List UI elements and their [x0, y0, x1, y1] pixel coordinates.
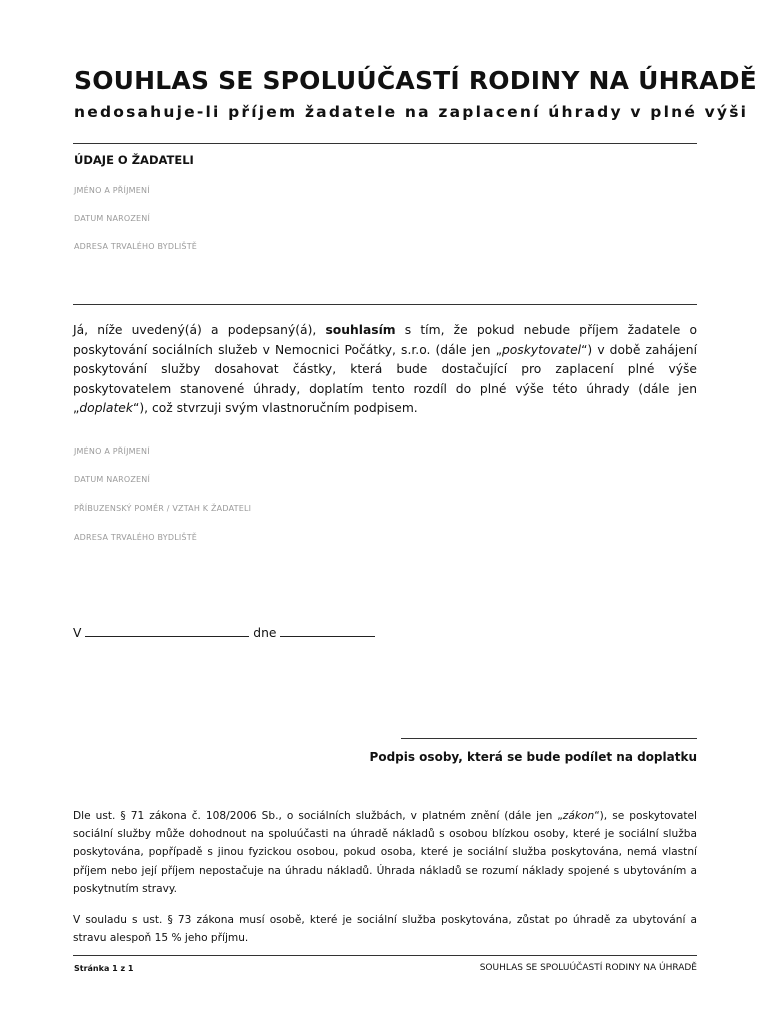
- relative-address-field[interactable]: ADRESA TRVALÉHO BYDLIŠTĚ: [74, 533, 198, 542]
- relative-birthdate-field[interactable]: DATUM NAROZENÍ: [74, 475, 151, 484]
- legal-text: Dle ust. § 71 zákona č. 108/2006 Sb., o sociálních službách, v platném znění (dále jen „: [73, 810, 563, 822]
- consent-bold-word: souhlasím: [325, 323, 396, 337]
- consent-text: s tím, že pokud nebude příjem žadatele o poskytování sociálních služeb v Nemocnici Počátky, s.r.o. (dále jen „: [73, 323, 697, 357]
- applicant-birthdate-field[interactable]: DATUM NAROZENÍ: [74, 214, 151, 223]
- signature-caption: Podpis osoby, která se bude podílet na doplatku: [369, 750, 697, 764]
- divider: [73, 143, 697, 144]
- consent-italic-term: doplatek: [79, 401, 133, 416]
- applicant-address-field[interactable]: ADRESA TRVALÉHO BYDLIŠTĚ: [74, 242, 198, 251]
- legal-italic-term: zákon: [562, 810, 595, 822]
- consent-text: “) v době zahájení poskytování služby dosahovat částky, která bude dostačující pro zaplacení plné výše poskytovatelem stanovené úhrady, doplatím tento rozdíl do plné výše této úhrady (dále jen „: [73, 342, 697, 416]
- applicant-name-field[interactable]: JMÉNO A PŘÍJMENÍ: [74, 186, 150, 195]
- legal-paragraph-2: V souladu s ust. § 73 zákona musí osobě, které je sociální služba poskytována, zůstat po úhradě za ubytování a stravu alespoň 15 % jeho příjmu.: [73, 914, 697, 945]
- date-prefix: dne: [253, 626, 277, 640]
- divider: [73, 304, 697, 305]
- consent-statement: [73, 321, 697, 419]
- place-date-line: [73, 624, 375, 640]
- consent-text: “), což stvrzuji svým vlastnoručním podpisem.: [132, 401, 418, 416]
- date-blank[interactable]: [280, 624, 375, 637]
- page-number: Stránka 1 z 1: [74, 964, 134, 973]
- applicant-section-heading: ÚDAJE O ŽADATELI: [74, 153, 194, 167]
- legal-paragraph-1: [73, 807, 697, 898]
- consent-text: Já, níže uvedený(á) a podepsaný(á),: [73, 323, 326, 337]
- place-prefix: V: [73, 626, 82, 640]
- relative-name-field[interactable]: JMÉNO A PŘÍJMENÍ: [74, 447, 150, 456]
- document-title: SOUHLAS SE SPOLUÚČASTÍ RODINY NA ÚHRADĚ: [74, 66, 757, 95]
- footer-divider: [73, 955, 697, 956]
- signature-line[interactable]: [401, 738, 697, 739]
- document-subtitle: nedosahuje-li příjem žadatele na zaplacení úhrady v plné výši: [74, 103, 749, 121]
- legal-text: “), se poskytovatel sociální služby může dohodnout na spoluúčasti na úhradě nákladů s osobou blízkou osoby, které je sociální služba poskytována, popřípadě s jinou fyzickou osobou, pokud osoba, které je sociální služba poskytována, nemá vlastní příjem nebo její příjem nepostačuje na úhradu nákladů. Úhrada nákladů se rozumí náklady spojené s ubytováním a poskytnutím stravy.: [73, 810, 698, 895]
- relative-relationship-field[interactable]: PŘÍBUZENSKÝ POMĚR / VZTAH K ŽADATELI: [74, 504, 252, 513]
- consent-italic-term: poskytovatel: [501, 342, 582, 357]
- place-blank[interactable]: [85, 624, 249, 637]
- footer-document-name: SOUHLAS SE SPOLUÚČASTÍ RODINY NA ÚHRADĚ: [479, 963, 697, 973]
